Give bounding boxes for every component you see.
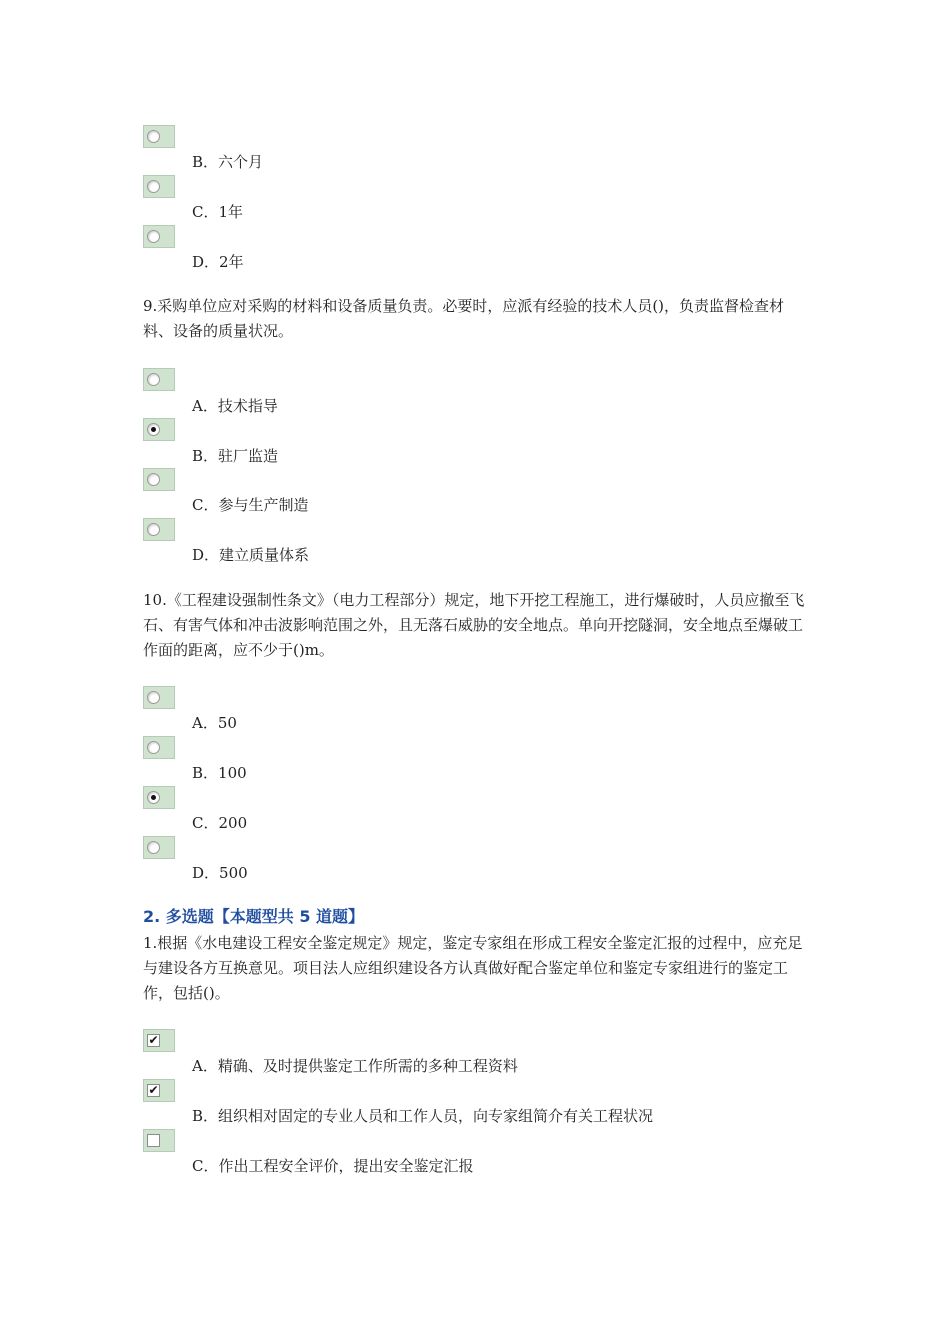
radio-button-icon[interactable] [147,741,160,754]
radio-option-d[interactable] [143,836,175,859]
radio-option-c[interactable] [143,468,175,491]
radio-button-icon[interactable] [147,691,160,704]
radio-button-icon[interactable] [147,473,160,486]
option-label: D．建立质量体系 [192,546,310,564]
radio-option-a[interactable] [143,125,175,148]
radio-option-d[interactable] [143,518,175,541]
checkbox-checked-icon[interactable]: ✔ [148,1033,159,1047]
radio-button-icon[interactable] [147,373,160,386]
radio-option-b[interactable] [143,175,175,198]
radio-option-c[interactable] [143,786,175,809]
radio-option-c[interactable] [143,225,175,248]
question-10-text: 10.《工程建设强制性条文》（电力工程部分）规定，地下开挖工程施工，进行爆破时，人员应撤至飞石、有害气体和冲击波影响范围之外，且无落石威胁的安全地点。单向开挖隧洞，安全地点至爆破工作面的距离，应不少于()m。 [143,591,805,659]
option-label: B．六个月 [192,153,264,171]
option-label: A．技术指导 [192,397,278,415]
option-label: B．驻厂监造 [192,447,279,465]
radio-option-b[interactable] [143,418,175,441]
option-label: C．1年 [192,203,244,221]
radio-option-b[interactable] [143,736,175,759]
checkbox-checked-icon[interactable]: ✔ [148,1083,159,1097]
question-9-text: 9.采购单位应对采购的材料和设备质量负责。必要时，应派有经验的技术人员()，负责监督检查材料、设备的质量状况。 [143,297,785,340]
checkbox-unchecked-icon[interactable] [147,1134,160,1147]
radio-button-selected-icon[interactable] [147,791,160,804]
radio-option-a[interactable] [143,368,175,391]
radio-option-a[interactable] [143,686,175,709]
multi-question-1-text: 1.根据《水电建设工程安全鉴定规定》规定，鉴定专家组在形成工程安全鉴定汇报的过程中，应充足与建设各方互换意见。项目法人应组织建设各方认真做好配合鉴定单位和鉴定专家组进行的鉴定工作，包括()。 [143,934,803,1002]
checkbox-option-c[interactable] [143,1129,175,1152]
radio-button-icon[interactable] [147,130,160,143]
option-label: B．组织相对固定的专业人员和工作人员，向专家组简介有关工程状况 [192,1107,654,1125]
option-label: A．精确、及时提供鉴定工作所需的多种工程资料 [192,1057,518,1075]
option-label: D．2年 [192,253,244,271]
radio-button-selected-icon[interactable] [147,423,160,436]
option-label: D．500 [192,864,248,882]
option-label: B．100 [192,764,247,782]
option-label: C．作出工程安全评价，提出安全鉴定汇报 [192,1157,474,1175]
checkbox-option-b[interactable] [143,1079,175,1102]
option-label: C．200 [192,814,248,832]
radio-button-icon[interactable] [147,841,160,854]
section-heading: 2. 多选题【本题型共 5 道题】 [143,907,365,926]
option-label: C．参与生产制造 [192,496,309,514]
radio-button-icon[interactable] [147,180,160,193]
radio-button-icon[interactable] [147,230,160,243]
option-label: A．50 [192,714,237,732]
checkbox-option-a[interactable] [143,1029,175,1052]
radio-button-icon[interactable] [147,523,160,536]
